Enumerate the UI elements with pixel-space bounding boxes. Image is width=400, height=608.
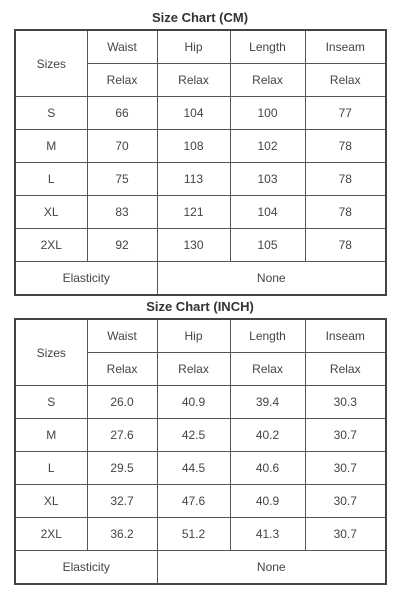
- table-row: [15, 229, 386, 262]
- table-row: [15, 163, 386, 196]
- length-fit-label: Relax: [230, 64, 305, 97]
- size-cell: L: [15, 452, 87, 485]
- hip-cell: 40.9: [157, 386, 230, 419]
- inseam-cell: 30.3: [305, 386, 386, 419]
- inseam-cell: 30.7: [305, 518, 386, 551]
- length-cell: 40.2: [230, 419, 305, 452]
- hip-cell: 42.5: [157, 419, 230, 452]
- elasticity-label: Elasticity: [15, 551, 157, 585]
- size-cell: XL: [15, 196, 87, 229]
- elasticity-row: [15, 551, 386, 585]
- inseam-cell: 78: [305, 196, 386, 229]
- hip-header: Hip: [157, 319, 230, 353]
- inseam-cell: 78: [305, 163, 386, 196]
- waist-cell: 83: [87, 196, 157, 229]
- waist-cell: 29.5: [87, 452, 157, 485]
- waist-header: Waist: [87, 319, 157, 353]
- waist-cell: 92: [87, 229, 157, 262]
- size-cell: XL: [15, 485, 87, 518]
- size-cell: 2XL: [15, 518, 87, 551]
- waist-cell: 75: [87, 163, 157, 196]
- inseam-cell: 30.7: [305, 419, 386, 452]
- waist-fit-label: Relax: [87, 353, 157, 386]
- size-chart-cm-table: [14, 29, 387, 296]
- elasticity-value: None: [157, 262, 386, 296]
- hip-cell: 121: [157, 196, 230, 229]
- waist-cell: 27.6: [87, 419, 157, 452]
- length-cell: 40.9: [230, 485, 305, 518]
- inseam-cell: 30.7: [305, 485, 386, 518]
- inseam-cell: 77: [305, 97, 386, 130]
- table-row: [15, 419, 386, 452]
- hip-cell: 113: [157, 163, 230, 196]
- hip-cell: 104: [157, 97, 230, 130]
- size-cell: S: [15, 386, 87, 419]
- table-row: [15, 97, 386, 130]
- waist-fit-label: Relax: [87, 64, 157, 97]
- length-cell: 100: [230, 97, 305, 130]
- length-cell: 102: [230, 130, 305, 163]
- inseam-header: Inseam: [305, 30, 386, 64]
- size-chart-inch-table: [14, 318, 387, 585]
- header-row: [15, 319, 386, 353]
- inseam-cell: 78: [305, 229, 386, 262]
- length-cell: 105: [230, 229, 305, 262]
- length-header: Length: [230, 30, 305, 64]
- hip-cell: 47.6: [157, 485, 230, 518]
- table-row: [15, 485, 386, 518]
- hip-cell: 44.5: [157, 452, 230, 485]
- size-cell: 2XL: [15, 229, 87, 262]
- waist-cell: 66: [87, 97, 157, 130]
- table-row: [15, 386, 386, 419]
- waist-cell: 32.7: [87, 485, 157, 518]
- waist-cell: 70: [87, 130, 157, 163]
- length-cell: 39.4: [230, 386, 305, 419]
- size-chart-inch-title: Size Chart (INCH): [146, 299, 254, 314]
- size-cell: M: [15, 130, 87, 163]
- inseam-cell: 30.7: [305, 452, 386, 485]
- elasticity-value: None: [157, 551, 386, 585]
- sizes-header: Sizes: [15, 319, 87, 386]
- table-row: [15, 196, 386, 229]
- table-row: [15, 452, 386, 485]
- length-cell: 104: [230, 196, 305, 229]
- length-cell: 40.6: [230, 452, 305, 485]
- length-fit-label: Relax: [230, 353, 305, 386]
- length-cell: 103: [230, 163, 305, 196]
- hip-header: Hip: [157, 30, 230, 64]
- table-row: [15, 518, 386, 551]
- size-chart-cm-title: Size Chart (CM): [151, 10, 249, 25]
- hip-cell: 130: [157, 229, 230, 262]
- waist-cell: 36.2: [87, 518, 157, 551]
- sizes-header: Sizes: [15, 30, 87, 97]
- inseam-cell: 78: [305, 130, 386, 163]
- length-header: Length: [230, 319, 305, 353]
- elasticity-row: [15, 262, 386, 296]
- length-cell: 41.3: [230, 518, 305, 551]
- hip-cell: 108: [157, 130, 230, 163]
- waist-cell: 26.0: [87, 386, 157, 419]
- hip-fit-label: Relax: [157, 64, 230, 97]
- waist-header: Waist: [87, 30, 157, 64]
- size-cell: S: [15, 97, 87, 130]
- size-cell: M: [15, 419, 87, 452]
- hip-cell: 51.2: [157, 518, 230, 551]
- elasticity-label: Elasticity: [15, 262, 157, 296]
- table-row: [15, 130, 386, 163]
- hip-fit-label: Relax: [157, 353, 230, 386]
- inseam-fit-label: Relax: [305, 353, 386, 386]
- size-cell: L: [15, 163, 87, 196]
- inseam-header: Inseam: [305, 319, 386, 353]
- header-row: [15, 30, 386, 64]
- inseam-fit-label: Relax: [305, 64, 386, 97]
